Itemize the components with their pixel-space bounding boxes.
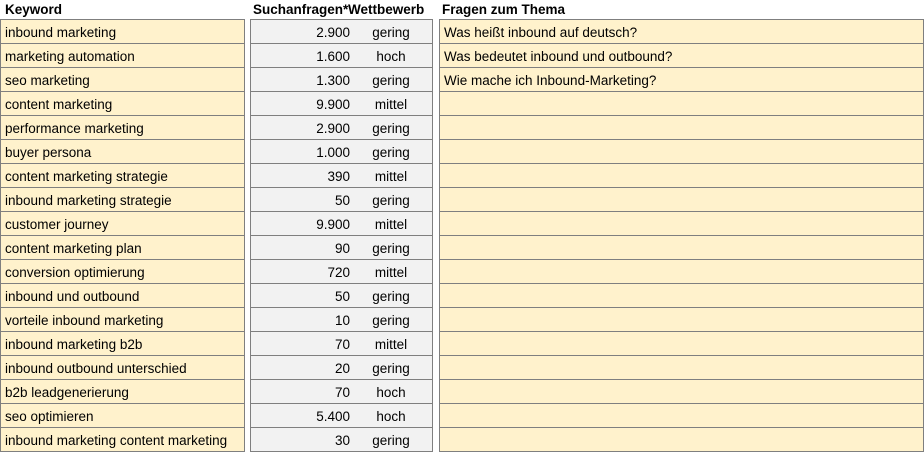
- search-volume-cell[interactable]: [250, 307, 350, 332]
- search-volume-cell-value: 20: [334, 361, 350, 376]
- keyword-cell[interactable]: vorteile inbound marketing: [0, 307, 245, 332]
- question-cell[interactable]: [439, 91, 924, 116]
- search-volume-cell-value: 9.900: [316, 217, 350, 232]
- competition-cell[interactable]: gering: [350, 139, 433, 164]
- question-cell[interactable]: [439, 115, 924, 140]
- question-cell[interactable]: [439, 283, 924, 308]
- keyword-cell[interactable]: content marketing plan: [0, 235, 245, 260]
- search-volume-cell[interactable]: [250, 379, 350, 404]
- search-volume-column: [250, 19, 350, 452]
- search-volume-cell[interactable]: [250, 187, 350, 212]
- keyword-cell[interactable]: inbound marketing content marketing: [0, 427, 245, 452]
- competition-cell[interactable]: hoch: [350, 43, 433, 68]
- question-cell[interactable]: [439, 187, 924, 212]
- search-volume-cell[interactable]: [250, 67, 350, 92]
- competition-cell[interactable]: gering: [350, 355, 433, 380]
- keyword-cell[interactable]: marketing automation: [0, 43, 245, 68]
- search-volume-cell-value: 1.000: [316, 145, 350, 160]
- search-volume-cell[interactable]: [250, 403, 350, 428]
- keyword-cell[interactable]: performance marketing: [0, 115, 245, 140]
- search-volume-cell-value: 50: [334, 289, 350, 304]
- competition-cell[interactable]: mittel: [350, 331, 433, 356]
- header-competition: Wettbewerb: [348, 2, 425, 17]
- competition-cell[interactable]: gering: [350, 427, 433, 452]
- keyword-cell[interactable]: inbound und outbound: [0, 283, 245, 308]
- keyword-cell[interactable]: seo marketing: [0, 67, 245, 92]
- search-volume-cell-value: 9.900: [316, 97, 350, 112]
- question-cell[interactable]: [439, 355, 924, 380]
- search-volume-cell[interactable]: [250, 331, 350, 356]
- question-cell[interactable]: [439, 235, 924, 260]
- search-volume-cell-value: 5.400: [316, 409, 350, 424]
- competition-cell[interactable]: gering: [350, 283, 433, 308]
- keyword-cell[interactable]: inbound marketing strategie: [0, 187, 245, 212]
- question-cell[interactable]: [439, 307, 924, 332]
- competition-cell[interactable]: hoch: [350, 379, 433, 404]
- search-volume-cell-value: 70: [334, 385, 350, 400]
- competition-cell[interactable]: gering: [350, 187, 433, 212]
- question-cell[interactable]: Was bedeutet inbound und outbound?: [439, 43, 924, 68]
- search-volume-cell-value: 2.900: [316, 25, 350, 40]
- question-cell[interactable]: [439, 163, 924, 188]
- keyword-cell[interactable]: seo optimieren: [0, 403, 245, 428]
- header-questions: Fragen zum Thema: [442, 2, 566, 17]
- competition-cell[interactable]: gering: [350, 307, 433, 332]
- search-volume-cell[interactable]: [250, 211, 350, 236]
- header-search-volume: Suchanfragen*: [253, 2, 349, 17]
- keyword-cell[interactable]: conversion optimierung: [0, 259, 245, 284]
- keyword-cell[interactable]: inbound outbound unterschied: [0, 355, 245, 380]
- search-volume-cell-value: 390: [327, 169, 350, 184]
- search-volume-cell-value: 720: [327, 265, 350, 280]
- search-volume-cell-value: 30: [334, 433, 350, 448]
- search-volume-cell[interactable]: [250, 427, 350, 452]
- keyword-cell[interactable]: content marketing strategie: [0, 163, 245, 188]
- keyword-cell[interactable]: inbound marketing b2b: [0, 331, 245, 356]
- search-volume-cell[interactable]: [250, 139, 350, 164]
- search-volume-cell-value: 50: [334, 193, 350, 208]
- search-volume-cell-value: 2.900: [316, 121, 350, 136]
- question-cell[interactable]: [439, 427, 924, 452]
- search-volume-cell-value: 10: [334, 313, 350, 328]
- search-volume-cell[interactable]: [250, 283, 350, 308]
- search-volume-cell[interactable]: [250, 43, 350, 68]
- search-volume-cell-value: 1.600: [316, 49, 350, 64]
- questions-column: [439, 19, 924, 452]
- keyword-cell[interactable]: customer journey: [0, 211, 245, 236]
- search-volume-cell[interactable]: [250, 259, 350, 284]
- search-volume-cell[interactable]: [250, 163, 350, 188]
- keyword-cell[interactable]: content marketing: [0, 91, 245, 116]
- competition-column: [350, 19, 433, 452]
- keyword-column: [0, 19, 245, 452]
- search-volume-cell[interactable]: [250, 91, 350, 116]
- question-cell[interactable]: [439, 379, 924, 404]
- competition-cell[interactable]: gering: [350, 19, 433, 44]
- question-cell[interactable]: [439, 211, 924, 236]
- search-volume-cell[interactable]: [250, 19, 350, 44]
- header-keyword: Keyword: [5, 2, 63, 17]
- search-volume-cell-value: 70: [334, 337, 350, 352]
- competition-cell[interactable]: hoch: [350, 403, 433, 428]
- competition-cell[interactable]: mittel: [350, 211, 433, 236]
- question-cell[interactable]: [439, 259, 924, 284]
- question-cell[interactable]: [439, 139, 924, 164]
- competition-cell[interactable]: gering: [350, 115, 433, 140]
- search-volume-cell[interactable]: [250, 235, 350, 260]
- competition-cell[interactable]: gering: [350, 67, 433, 92]
- search-volume-cell-value: 1.300: [316, 73, 350, 88]
- search-volume-cell[interactable]: [250, 115, 350, 140]
- question-cell[interactable]: Wie mache ich Inbound-Marketing?: [439, 67, 924, 92]
- competition-cell[interactable]: mittel: [350, 259, 433, 284]
- question-cell[interactable]: Was heißt inbound auf deutsch?: [439, 19, 924, 44]
- search-volume-cell-value: 90: [334, 241, 350, 256]
- competition-cell[interactable]: gering: [350, 235, 433, 260]
- keyword-cell[interactable]: buyer persona: [0, 139, 245, 164]
- competition-cell[interactable]: mittel: [350, 91, 433, 116]
- keyword-cell[interactable]: inbound marketing: [0, 19, 245, 44]
- question-cell[interactable]: [439, 331, 924, 356]
- question-cell[interactable]: [439, 403, 924, 428]
- keyword-cell[interactable]: b2b leadgenerierung: [0, 379, 245, 404]
- search-volume-cell[interactable]: [250, 355, 350, 380]
- competition-cell[interactable]: mittel: [350, 163, 433, 188]
